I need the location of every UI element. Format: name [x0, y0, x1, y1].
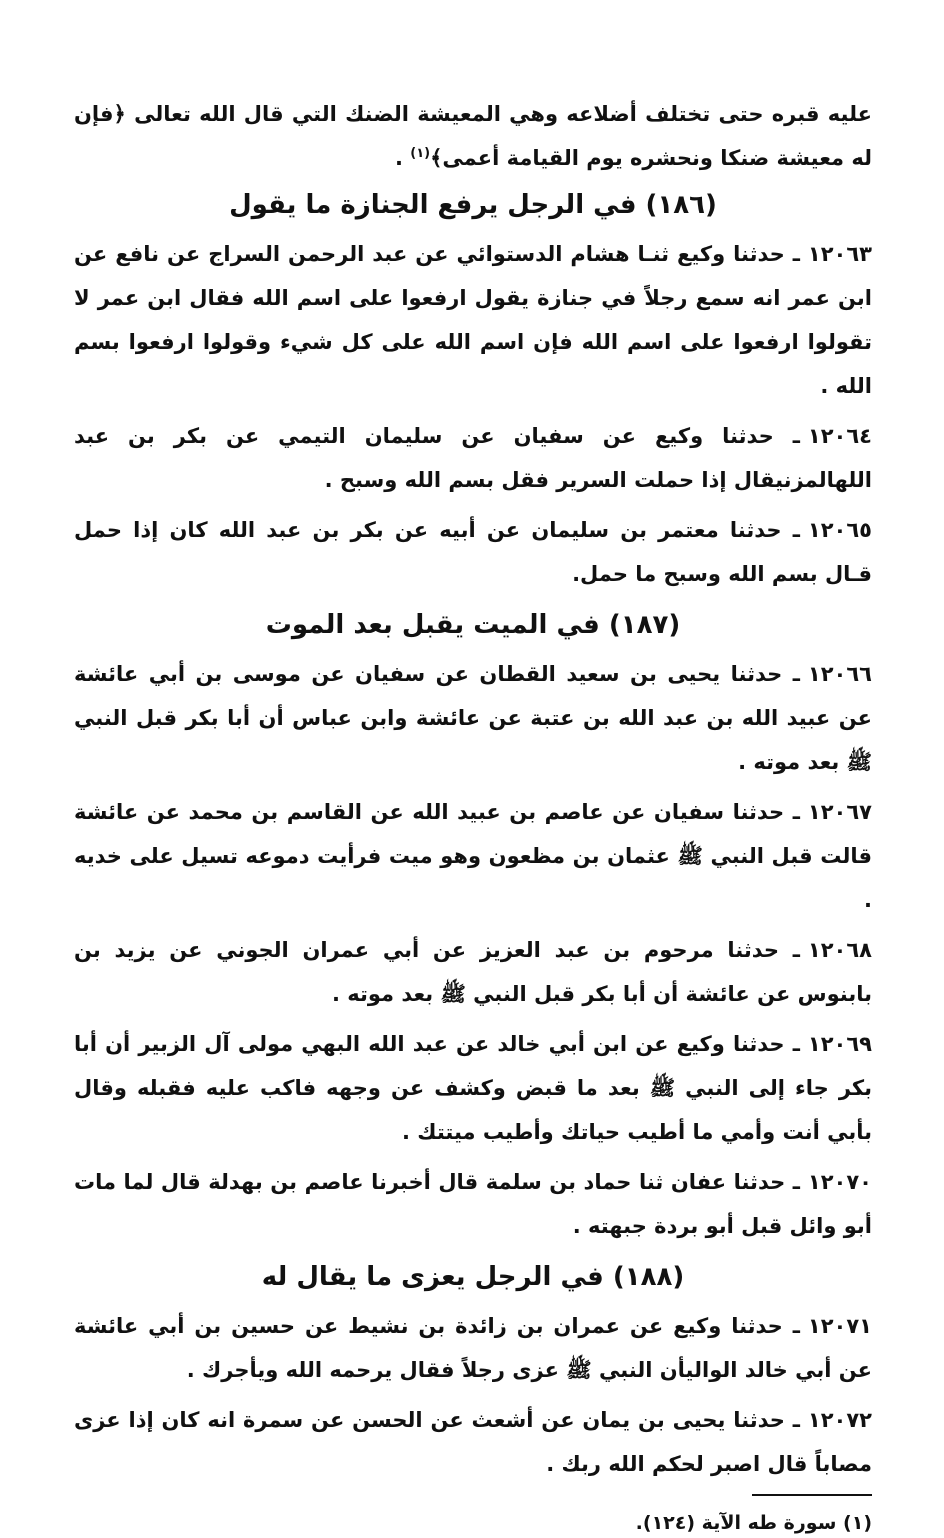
- hadith-12064: [74, 414, 872, 502]
- section-heading-188: (١٨٨) في الرجل يعزى ما يقال له: [261, 1262, 685, 1292]
- hadith-number: ١٢٠٧٢: [807, 1408, 872, 1432]
- intro-text: عليه قبره حتى تختلف أضلاعه وهي المعيشة الضنك التي قال الله تعالى ﴿فإن له معيشة ضنكا ونحشره يوم القيامة أعمى﴾: [74, 102, 872, 170]
- footnote-separator: [752, 1494, 872, 1496]
- hadith-12065: [74, 508, 872, 596]
- hadith-text: ـ حدثنا وكيع عن ابن أبي خالد عن عبد الله البهي مولى آل الزبير أن أبا بكر جاء إلى النبي ﷺ بعد ما قبض وكشف عن وجهه فاكب عليه فقبله وقال بأبي أنت وأمي ما أطيب حياتك وأطيب ميتتك .: [74, 1032, 872, 1144]
- footnote: (١) سورة طه الآية (١٢٤).: [635, 1512, 872, 1534]
- hadith-text: ـ حدثنا مرحوم بن عبد العزيز عن أبي عمران الجوني عن يزيد بن بابنوس عن عائشة أن أبا بكر قبل النبي ﷺ بعد موته .: [74, 938, 872, 1006]
- intro-end: .: [394, 146, 411, 170]
- hadith-12072: [74, 1398, 872, 1486]
- section-heading-186: (١٨٦) في الرجل يرفع الجنازة ما يقول: [229, 190, 717, 220]
- hadith-text: ـ حدثنا معتمر بن سليمان عن أبيه عن بكر بن عبد الله كان إذا حمل قـال بسم الله وسبح ما حمل.: [74, 518, 872, 586]
- hadith-12069: [74, 1022, 872, 1154]
- hadith-text: ـ حدثنا يحيى بن يمان عن أشعث عن الحسن عن سمرة انه كان إذا عزى مصاباً قال اصبر لحكم الله ربك .: [74, 1408, 872, 1476]
- hadith-text: ـ حدثنا وكيع عن سفيان عن سليمان التيمي عن بكر بن عبد اللهالمزنيقال إذا حملت السرير فقل بسم الله وسبح .: [74, 424, 872, 492]
- hadith-text: ـ حدثنا يحيى بن سعيد القطان عن سفيان عن موسى بن أبي عائشة عن عبيد الله بن عبد الله بن عتبة عن عائشة وابن عباس أن أبا بكر قبل النبي ﷺ بعد موته .: [74, 662, 872, 774]
- hadith-text: ـ حدثنا عفان ثنا حماد بن سلمة قال أخبرنا عاصم بن بهدلة قال لما مات أبو وائل قبل أبو بردة جبهته .: [74, 1170, 872, 1238]
- footnote-marker: (١): [410, 146, 431, 161]
- intro-paragraph: [74, 92, 872, 180]
- hadith-number: ١٢٠٦٧: [807, 800, 872, 824]
- hadith-number: ١٢٠٧١: [807, 1314, 872, 1338]
- hadith-12066: [74, 652, 872, 784]
- hadith-number: ١٢٠٧٠: [807, 1170, 872, 1194]
- section-heading-187: (١٨٧) في الميت يقبل بعد الموت: [265, 610, 681, 640]
- hadith-number: ١٢٠٦٣: [807, 242, 872, 266]
- hadith-number: ١٢٠٦٤: [807, 424, 872, 448]
- hadith-number: ١٢٠٦٥: [807, 518, 872, 542]
- hadith-12071: [74, 1304, 872, 1392]
- hadith-text: ـ حدثنا وكيع عن عمران بن زائدة بن نشيط عن حسين بن أبي عائشة عن أبي خالد الواليأن النبي ﷺ عزى رجلاً فقال يرحمه الله ويأجرك .: [74, 1314, 872, 1382]
- hadith-12070: [74, 1160, 872, 1248]
- document-page: [74, 92, 872, 1538]
- hadith-12068: [74, 928, 872, 1016]
- hadith-number: ١٢٠٦٩: [807, 1032, 872, 1056]
- hadith-number: ١٢٠٦٦: [807, 662, 872, 686]
- hadith-text: ـ حدثنا وكيع ثنـا هشام الدستوائي عن عبد الرحمن السراج عن نافع عن ابن عمر انه سمع رجلاً في جنازة يقول ارفعوا على اسم الله فقال ابن عمر لا تقولوا ارفعوا على اسم الله فإن اسم الله على كل شيء وقولوا ارفعوا بسم الله .: [74, 242, 872, 398]
- hadith-12067: [74, 790, 872, 922]
- hadith-12063: [74, 232, 872, 408]
- hadith-text: ـ حدثنا سفيان عن عاصم بن عبيد الله عن القاسم بن محمد عن عائشة قالت قبل النبي ﷺ عثمان بن مظعون وهو ميت فرأيت دموعه تسيل على خديه .: [74, 800, 872, 912]
- hadith-number: ١٢٠٦٨: [807, 938, 872, 962]
